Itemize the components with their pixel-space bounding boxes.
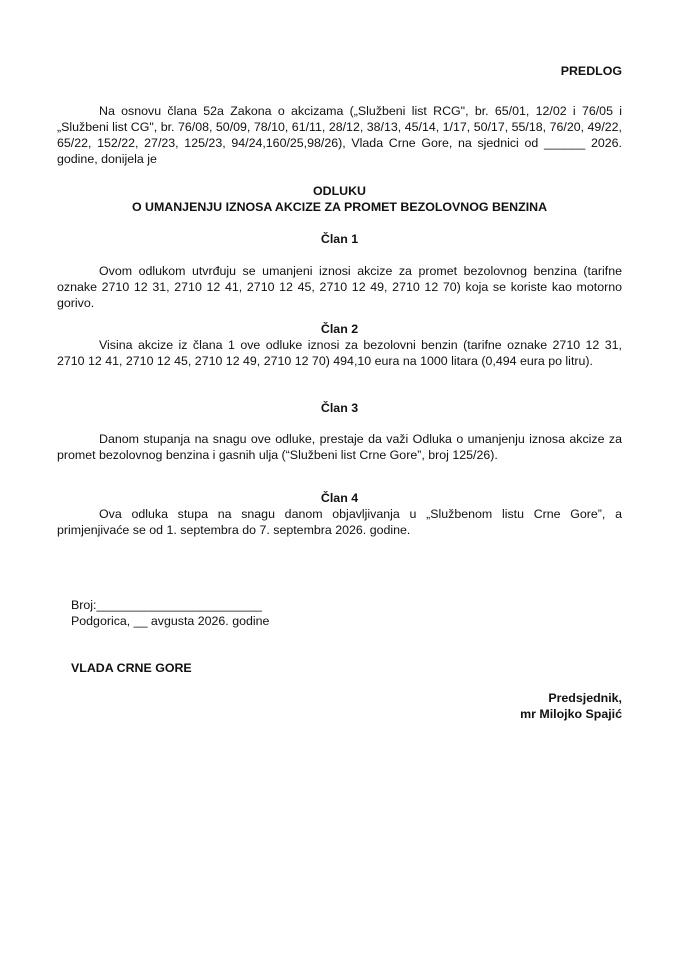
article-3-heading: Član 3 <box>320 401 359 415</box>
signatory-name: mr Milojko Spajić <box>520 707 622 721</box>
decision-title: ODLUKU <box>313 184 366 198</box>
preamble-paragraph: Na osnovu člana 52a Zakona o akcizama („Službeni list RCG", br. 65/01, 12/02 i 76/05 i „Službeni list CG", br. 76/08, 50/09, 78/10, 61/11, 28/12, 38/13, 45/14, 1/17, 50/17, 55/18, 76/20, 49/22, 65/22, 152/22, 27/23, 125/23, 94/24,160/25,98/26), Vlada Crne Gore, na sjednici od ______ 2026. godine, donijela je <box>57 104 622 166</box>
article-4-text: Ova odluka stupa na snagu danom objavljivanja u „Službenom listu Crne Gore”, a primjenjivaće se od 1. septembra do 7. septembra 2026. godine. <box>57 507 622 537</box>
article-2-text: Visina akcize iz člana 1 ove odluke iznosi za bezolovni benzin (tarifne oznake 2710 12 31, 2710 12 41, 2710 12 45, 2710 12 49, 2710 12 70) 494,10 eura na 1000 litara (0,494 eura po litru). <box>57 338 622 368</box>
issuer-name: VLADA CRNE GORE <box>71 661 192 675</box>
article-3-text: Danom stupanja na snagu ove odluke, prestaje da važi Odluka o umanjenju iznosa akcize za promet bezolovnog benzina i gasnih ulja (“Službeni list Crne Gore”, broj 125/26). <box>57 432 622 462</box>
article-1-text: Ovom odlukom utvrđuju se umanjeni iznosi akcize za promet bezolovnog benzina (tarifne oznake 2710 12 31, 2710 12 41, 2710 12 45, 2710 12 49, 2710 12 70) koja se koriste kao motorno gorivo. <box>57 264 622 310</box>
place-date: Podgorica, __ avgusta 2026. godine <box>71 614 270 628</box>
signatory-title: Predsjednik, <box>548 691 622 705</box>
decision-subtitle: O UMANJENJU IZNOSA AKCIZE ZA PROMET BEZOLOVNOG BENZINA <box>131 200 548 214</box>
document-number: Broj:________________________ <box>71 598 262 612</box>
proposal-marker: PREDLOG <box>560 64 622 78</box>
article-2-heading: Član 2 <box>320 322 359 336</box>
article-4-heading: Član 4 <box>320 491 359 505</box>
article-1-heading: Član 1 <box>320 232 359 246</box>
